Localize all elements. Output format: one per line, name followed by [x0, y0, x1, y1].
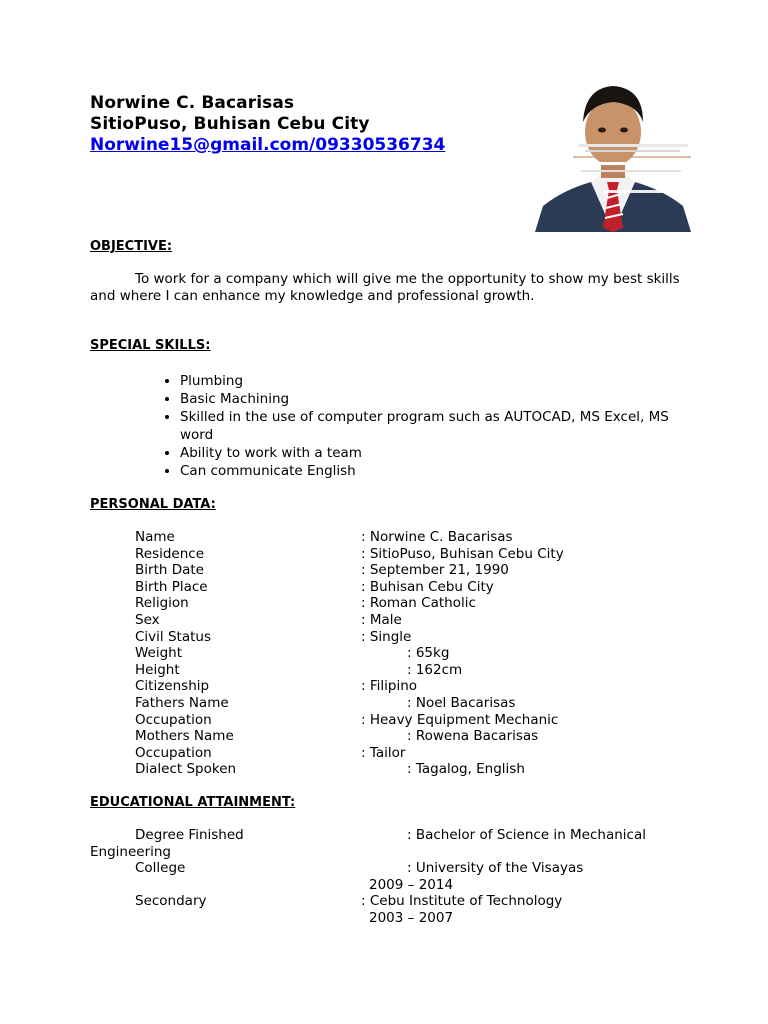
field-value: : Noel Bacarisas	[407, 695, 516, 711]
field-value: : Filipino	[361, 678, 418, 695]
personal-row	[0, 745, 768, 762]
field-value: : Tailor	[361, 744, 406, 761]
personal-row	[0, 712, 768, 729]
skill-item: • Skilled in the use of computer program such as AUTOCAD, MS Excel, MS word	[180, 408, 680, 444]
applicant-name: Norwine C. Bacarisas	[90, 93, 295, 113]
field-value: : 65kg	[407, 645, 450, 662]
field-label: Residence	[135, 545, 205, 562]
field-label: Citizenship	[135, 678, 210, 695]
education-heading: EDUCATIONAL ATTAINMENT:	[90, 795, 296, 810]
field-value: : Rowena Bacarisas	[407, 728, 539, 745]
field-label: Birth Date	[135, 562, 204, 579]
degree-wrap: Engineering	[90, 844, 171, 860]
field-value: : 162cm	[407, 661, 463, 678]
field-value: : Male	[361, 612, 402, 628]
field-label: Sex	[135, 612, 160, 628]
skill-item: • Plumbing	[180, 372, 680, 390]
personal-row	[0, 678, 768, 695]
college-value: : University of the Visayas	[407, 860, 584, 876]
field-label: Weight	[135, 645, 183, 662]
personal-row	[0, 529, 768, 546]
personal-row	[0, 612, 768, 629]
field-label: Height	[135, 661, 180, 678]
field-label: Occupation	[135, 744, 212, 761]
personal-row	[0, 761, 768, 778]
personal-row	[0, 662, 768, 679]
skills-list	[138, 372, 680, 480]
college-label: College	[135, 860, 186, 876]
personal-row	[0, 645, 768, 662]
objective-heading: OBJECTIVE:	[90, 239, 173, 254]
personal-row	[0, 546, 768, 563]
field-value: : September 21, 1990	[361, 562, 509, 579]
skill-item: • Can communicate English	[180, 462, 680, 480]
field-value: : Buhisan Cebu City	[361, 578, 494, 595]
field-label: Religion	[135, 595, 189, 612]
field-value: : Heavy Equipment Mechanic	[361, 711, 559, 728]
personal-heading: PERSONAL DATA:	[90, 497, 216, 512]
field-label: Name	[135, 529, 175, 545]
field-label: Occupation	[135, 711, 212, 728]
skill-item: • Ability to work with a team	[180, 444, 680, 462]
field-label: Fathers Name	[135, 695, 229, 711]
field-value: : Roman Catholic	[361, 595, 476, 612]
education-row-secondary	[0, 893, 768, 910]
secondary-years: 2003 – 2007	[369, 910, 454, 926]
field-value: : Single	[361, 628, 412, 645]
field-value: : SitioPuso, Buhisan Cebu City	[361, 545, 564, 562]
secondary-value: : Cebu Institute of Technology	[361, 893, 563, 909]
field-label: Dialect Spoken	[135, 761, 237, 778]
field-label: Birth Place	[135, 578, 208, 595]
objective-text	[90, 271, 680, 305]
skills-heading: SPECIAL SKILLS:	[90, 338, 211, 353]
personal-row	[0, 728, 768, 745]
personal-row	[0, 562, 768, 579]
field-label: Civil Status	[135, 628, 211, 645]
degree-label: Degree Finished	[135, 827, 244, 843]
college-years: 2009 – 2014	[369, 877, 454, 893]
objective-body: To work for a company which will give me the opportunity to show my best skills and where I can enhance my knowledge and professional growth.	[90, 271, 680, 304]
contact-link[interactable]: Norwine15@gmail.com/09330536734	[90, 135, 446, 155]
degree-value: : Bachelor of Science in Mechanical	[407, 827, 646, 843]
personal-row	[0, 595, 768, 612]
education-row-degree	[0, 827, 768, 844]
personal-row	[0, 579, 768, 596]
education-row-college	[0, 860, 768, 877]
personal-row	[0, 695, 768, 712]
secondary-label: Secondary	[135, 893, 207, 909]
field-value: : Norwine C. Bacarisas	[361, 529, 513, 545]
profile-photo	[533, 78, 693, 232]
field-label: Mothers Name	[135, 728, 234, 745]
skill-item: • Basic Machining	[180, 390, 680, 408]
field-value: : Tagalog, English	[407, 761, 525, 778]
personal-row	[0, 629, 768, 646]
applicant-address: SitioPuso, Buhisan Cebu City	[90, 114, 370, 134]
